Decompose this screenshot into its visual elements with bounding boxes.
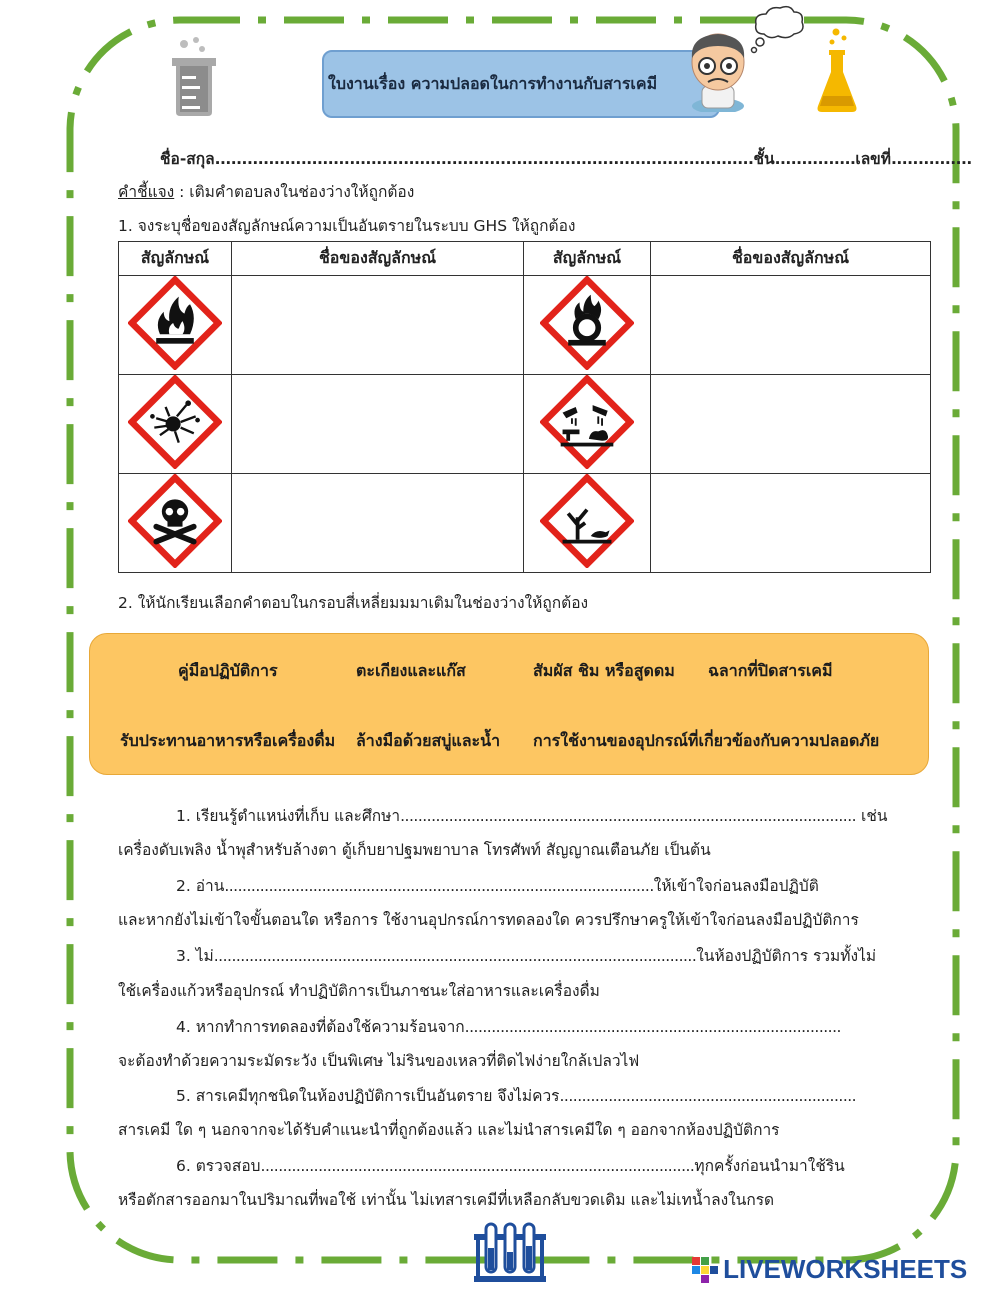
flask-icon <box>814 26 860 114</box>
liveworksheets-logo <box>692 1254 967 1285</box>
answer-cell-toxic[interactable] <box>232 474 524 573</box>
thought-bubble-icon <box>748 4 808 56</box>
corrosive-icon <box>540 375 634 469</box>
col-name-left: ชื่อของสัญลักษณ์ <box>232 242 524 276</box>
instruction-line <box>118 179 414 204</box>
blank-5[interactable]: ................................................................... <box>559 1087 857 1105</box>
environment-hazard-icon <box>540 474 634 568</box>
question-6-line2: หรือตักสารออกมาในปริมาณที่พอใช้ เท่านั้น ไม่เทสารเคมีที่เหลือกลับขวดเดิม และไม่เทน้ำลงในกรด <box>118 1191 775 1209</box>
table-row <box>119 276 931 375</box>
liveworksheets-mark-icon <box>692 1257 718 1283</box>
number-label: เลขที่ <box>855 150 891 168</box>
toxic-skull-icon <box>128 474 222 568</box>
answer-cell-explosive[interactable] <box>232 375 524 474</box>
instruction-label: คำชี้แจง <box>118 183 175 201</box>
brand-text: LIVEWORKSHEETS <box>723 1254 968 1284</box>
word-bank-item[interactable]: ตะเกียงและแก๊ส <box>356 661 466 680</box>
symbol-cell <box>524 474 651 573</box>
flammable-icon <box>128 276 222 370</box>
class-dots[interactable]: ............... <box>774 150 856 168</box>
name-label: ชื่อ-สกุล <box>160 150 215 168</box>
answer-cell-flammable[interactable] <box>232 276 524 375</box>
explosive-icon <box>128 375 222 469</box>
symbol-cell <box>119 276 232 375</box>
question-3-line2: ใช้เครื่องแก้วหรืออุปกรณ์ ทำปฏิบัติการเป็นภาชนะใส่อาหารและเครื่องดื่ม <box>118 982 600 1000</box>
question-1-line2: เครื่องดับเพลิง น้ำพุสำหรับล้างตา ตู้เก็บยาปฐมพยาบาล โทรศัพท์ สัญญาณเตือนภัย เป็นต้น <box>118 841 711 859</box>
scientist-icon <box>680 28 756 112</box>
worksheet-title: ใบงานเรื่อง ความปลอดในการทำงานกับสารเคมี <box>328 74 658 93</box>
question-1-line1: 1. เรียนรู้ตำแหน่งที่เก็บ และศึกษา....................................................................................................... เช่น <box>176 807 888 825</box>
blank-4[interactable]: ..................................................................................... <box>464 1018 841 1036</box>
symbol-cell <box>119 375 232 474</box>
word-bank-item[interactable]: รับประทานอาหารหรือเครื่องดื่ม <box>120 731 336 750</box>
section2-prompt: 2. ให้นักเรียนเลือกคำตอบในกรอบสี่เหลี่ยมมมาเติมในช่องว่างให้ถูกต้อง <box>118 594 589 612</box>
table-row <box>119 375 931 474</box>
number-dots[interactable]: ............... <box>891 150 972 168</box>
section1-prompt: 1. จงระบุชื่อของสัญลักษณ์ความเป็นอันตรายในระบบ GHS ให้ถูกต้อง <box>118 217 576 235</box>
word-bank-item[interactable]: การใช้งานของอุปกรณ์ที่เกี่ยวข้องกับความปลอดภัย <box>533 731 880 750</box>
test-tube-rack-icon <box>472 1220 548 1284</box>
question-2-line2: และหากยังไม่เข้าใจขั้นตอนใด หรือการ ใช้งานอุปกรณ์การทดลองใด ควรปรึกษาครูให้เข้าใจก่อนลงมือปฏิบัติการ <box>118 911 859 929</box>
oxidizer-icon <box>540 276 634 370</box>
question-4-line1: 4. หากทำการทดลองที่ต้องใช้ความร้อนจาก..................................................................................... <box>176 1018 841 1036</box>
question-2-line1: 2. อ่าน.................................................................................................ให้เข้าใจก่อนลงมือปฏิบัติ <box>176 877 819 895</box>
answer-cell-oxidizer[interactable] <box>651 276 931 375</box>
word-bank-item[interactable]: คู่มือปฏิบัติการ <box>178 661 278 680</box>
question-6-line1: 6. ตรวจสอบ..................................................................................................ทุกครั้งก่อนนำมาใช้ริน <box>176 1157 845 1175</box>
blank-2[interactable]: ................................................................................................. <box>224 877 654 895</box>
word-bank-item[interactable]: ล้างมือด้วยสบู่และน้ำ <box>356 731 501 750</box>
ghs-table-header-row <box>119 242 931 276</box>
student-info-line <box>160 146 972 171</box>
answer-cell-corrosive[interactable] <box>651 375 931 474</box>
question-5-line1: 5. สารเคมีทุกชนิดในห้องปฏิบัติการเป็นอันตราย จึงไม่ควร................................................................... <box>176 1087 857 1105</box>
ghs-table <box>118 241 931 573</box>
symbol-cell <box>524 375 651 474</box>
table-row <box>119 474 931 573</box>
word-bank-item[interactable]: สัมผัส ชิม หรือสูดดม <box>533 661 675 680</box>
beaker-icon <box>168 36 220 118</box>
col-name-right: ชื่อของสัญลักษณ์ <box>651 242 931 276</box>
word-bank-item[interactable]: ฉลากที่ปิดสารเคมี <box>708 661 833 680</box>
col-symbol-right: สัญลักษณ์ <box>524 242 651 276</box>
question-4-line2: จะต้องทำด้วยความระมัดระวัง เป็นพิเศษ ไม่รินของเหลวที่ติดไฟง่ายใกล้เปลวไฟ <box>118 1052 640 1070</box>
blank-6[interactable]: .................................................................................................. <box>260 1157 695 1175</box>
symbol-cell <box>119 474 232 573</box>
col-symbol-left: สัญลักษณ์ <box>119 242 232 276</box>
question-3-line1: 3. ไม่.............................................................................................................ในห้องปฏิบัติการ รวมทั้งไม่ <box>176 947 877 965</box>
blank-3[interactable]: ............................................................................................................. <box>213 947 697 965</box>
question-5-line2: สารเคมี ใด ๆ นอกจากจะได้รับคำแนะนำที่ถูกต้องแล้ว และไม่นำสารเคมีใด ๆ ออกจากห้องปฏิบัติการ <box>118 1121 780 1139</box>
class-label: ชั้น <box>753 150 775 168</box>
name-dots[interactable]: .................................................................................................... <box>214 150 754 168</box>
blank-1[interactable]: ....................................................................................................... <box>400 807 857 825</box>
instruction-text: : เติมคำตอบลงในช่องว่างให้ถูกต้อง <box>174 183 415 201</box>
answer-cell-environment[interactable] <box>651 474 931 573</box>
symbol-cell <box>524 276 651 375</box>
